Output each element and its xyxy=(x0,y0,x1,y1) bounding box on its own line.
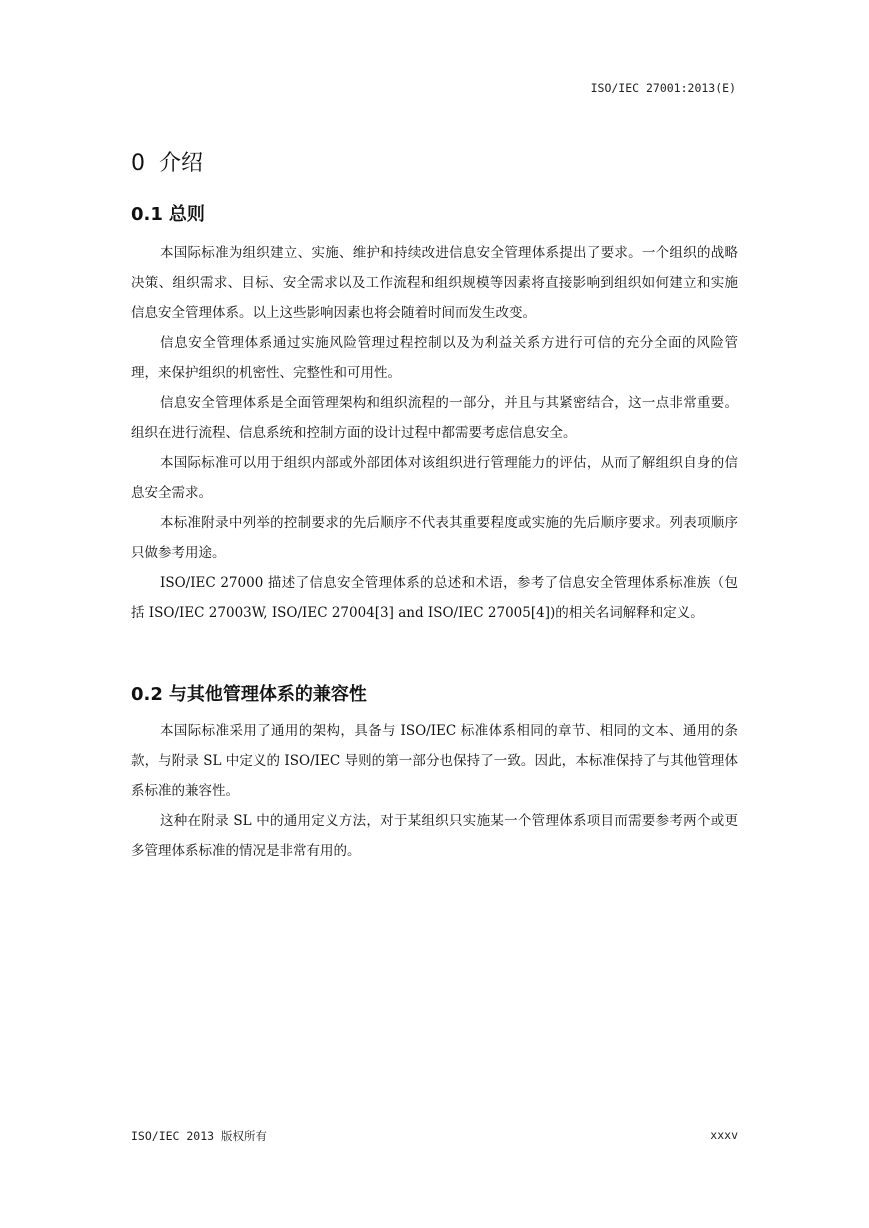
paragraph: 这种在附录 SL 中的通用定义方法，对于某组织只实施某一个管理体系项目而需要参考两个或更多管理体系标准的情况是非常有用的。 xyxy=(131,813,738,859)
section-title: 总则 xyxy=(168,204,205,225)
chapter-title: 介绍 xyxy=(159,151,204,176)
standard-reference: ISO/IEC 27001:2013(E) xyxy=(590,81,736,95)
paragraph: ISO/IEC 27000 描述了信息安全管理体系的总述和术语，参考了信息安全管理体系标准族（包括 ISO/IEC 27003W, ISO/IEC 27004[3] and ISO/IEC 27005[4])的相关名词解释和定义。 xyxy=(131,575,738,621)
section-body-general xyxy=(131,238,738,628)
paragraph: 本标准附录中列举的控制要求的先后顺序不代表其重要程度或实施的先后顺序要求。列表项顺序只做参考用途。 xyxy=(131,515,738,561)
section-number: 0.1 xyxy=(131,204,163,225)
copyright-notice: ISO/IEC 2013 版权所有 xyxy=(131,1129,268,1143)
section-heading-compatibility xyxy=(131,680,367,706)
paragraph: 信息安全管理体系通过实施风险管理过程控制以及为利益关系方进行可信的充分全面的风险管理，来保护组织的机密性、完整性和可用性。 xyxy=(131,335,738,381)
paragraph: 本国际标准采用了通用的架构，具备与 ISO/IEC 标准体系相同的章节、相同的文本、通用的条款，与附录 SL 中定义的 ISO/IEC 导则的第一部分也保持了一致。因此，本标准保持了与其他管理体系标准的兼容性。 xyxy=(131,723,738,799)
paragraph: 信息安全管理体系是全面管理架构和组织流程的一部分，并且与其紧密结合，这一点非常重要。组织在进行流程、信息系统和控制方面的设计过程中都需要考虑信息安全。 xyxy=(131,395,738,441)
paragraph: 本国际标准为组织建立、实施、维护和持续改进信息安全管理体系提出了要求。一个组织的战略决策、组织需求、目标、安全需求以及工作流程和组织规模等因素将直接影响到组织如何建立和实施信息安全管理体系。以上这些影响因素也将会随着时间而发生改变。 xyxy=(131,245,738,321)
section-number: 0.2 xyxy=(131,684,163,705)
paragraph: 本国际标准可以用于组织内部或外部团体对该组织进行管理能力的评估，从而了解组织自身的信息安全需求。 xyxy=(131,455,738,501)
chapter-heading xyxy=(131,146,203,177)
page-number: xxxv xyxy=(710,1128,738,1142)
chapter-number: 0 xyxy=(131,151,145,176)
section-title: 与其他管理体系的兼容性 xyxy=(168,684,367,705)
section-body-compatibility xyxy=(131,716,738,866)
section-heading-general xyxy=(131,200,205,226)
